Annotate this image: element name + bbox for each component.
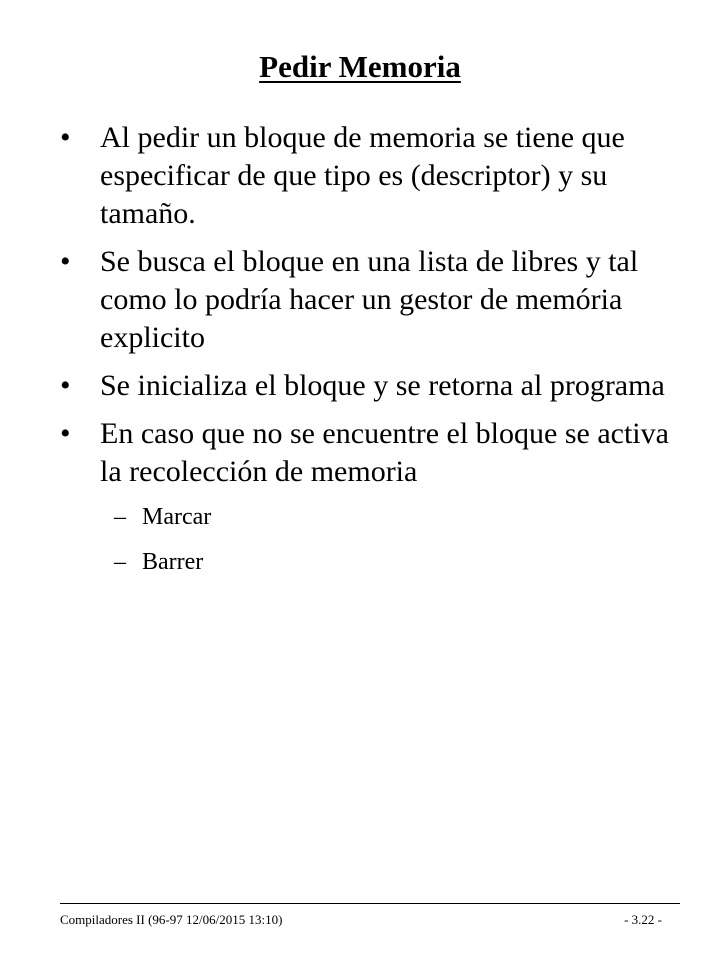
bullet-text: En caso que no se encuentre el bloque se activa la recolección de memoria [100, 417, 669, 488]
dash-icon: – [114, 549, 126, 575]
bullet-dot-icon: • [60, 369, 71, 402]
bullet-dot-icon: • [60, 417, 71, 450]
slide-title: Pedir Memoria [259, 49, 461, 84]
bullet-item [60, 119, 680, 233]
bullet-text: Se inicializa el bloque y se retorna al programa [100, 369, 665, 402]
sub-list [100, 503, 680, 576]
sub-item-text: Barrer [142, 549, 204, 575]
sub-item-text: Marcar [142, 504, 212, 530]
dash-icon: – [114, 504, 126, 530]
sub-item [100, 548, 680, 576]
bullet-dot-icon: • [60, 245, 71, 278]
bullet-dot-icon: • [60, 121, 71, 154]
bullet-text: Al pedir un bloque de memoria se tiene que especificar de que tipo es (descriptor) y su tamaño. [100, 121, 625, 230]
bullet-item [60, 243, 680, 357]
bullet-item [60, 367, 680, 405]
bullet-item [60, 415, 680, 576]
footer-page-number: - 3.22 - [624, 912, 662, 927]
footer-divider [60, 903, 680, 904]
sub-item [100, 503, 680, 531]
bullet-text: Se busca el bloque en una lista de libres y tal como lo podría hacer un gestor de memória explicito [100, 245, 639, 354]
footer-course-info: Compiladores II (96-97 12/06/2015 13:10) [60, 912, 283, 927]
bullet-list [60, 119, 680, 593]
